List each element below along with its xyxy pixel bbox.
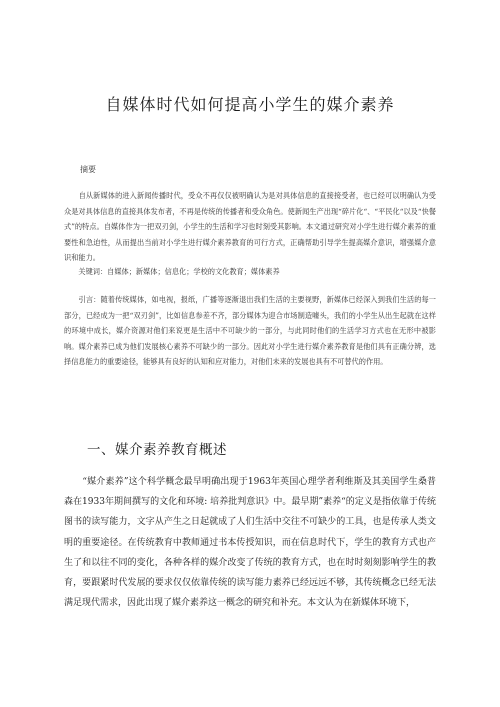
- document-title: 自媒体时代如何提高小学生的媒介素养: [105, 95, 395, 114]
- introduction-paragraph: 引言：随着传统媒体，如电视，报纸，广播等逐渐退出我们生活的主要视野，新媒体已经深入到我们生活的每一部分，已经成为一把“双刃剑”，比如信息参差不齐，部分媒体为迎合市场制造噱头，我们的小学生从出生起就在这样的环境中成长，媒介资源对他们来说更是生活中不可缺少的一部分，与此同时他们的生活学习方式也在无形中被影响。媒介素养已成为他们发展核心素养不可缺少的一部分。因此对小学生进行媒介素养教育是他们具有正确分辨，选择信息能力的重要途径，能够具有良好的认知和应对能力，对他们未来的发展也具有不可替代的作用。: [64, 295, 436, 366]
- keywords-line: 关键词：自媒体；新媒体；信息化；学校的文化教育；媒体素养: [64, 267, 280, 276]
- abstract-heading: 摘要: [80, 165, 96, 174]
- abstract-paragraph: 自从新媒体的进入新闻传播时代，受众不再仅仅被明确认为是对具体信息的直接接受者，也已经可以明确认为受众是对具体信息的直接具体发布者，不再是传统的传播者和受众角色。使新闻生产出现“碎片化“、“平民化“以及“快餐式”的特点。自媒体作为一把双刃剑，小学生的生活和学习也时刻受其影响。本文通过研究对小学生进行媒介素养的重要性和急迫性，从而提出当前对小学生进行媒介素养教育的可行方式，正确帮助引导学生提高媒介意识，增强媒介意识和能力。: [64, 191, 436, 262]
- section-heading: 一、媒介素养教育概述: [87, 442, 227, 458]
- section-body-paragraph: “媒介素养”这个科学概念最早明确出现于1963年英国心理学者利维斯及其美国学生桑普森在1933年期间撰写的文化和环境: 培养批判意识》中。最早期”素养“的定义是指依靠于传统图书的读写能力，文字从产生之日起就成了人们生活中交往不可缺少的工具，也是传承人类文明的重要途径。在传统教育中教师通过书本传授知识，而在信息时代下，学生的教育方式也产生了和以往不同的变化，各种各样的媒介改变了传统的教育方式，也在时时刻刻影响学生的教育，要跟紧时代发展的要求仅仅依靠传统的读写能力素养已经远远不够，其传统概念已经无法满足现代需求，因此出现了媒介素养这一概念的研究和补充。本文认为在新媒体环境下，: [64, 477, 436, 609]
